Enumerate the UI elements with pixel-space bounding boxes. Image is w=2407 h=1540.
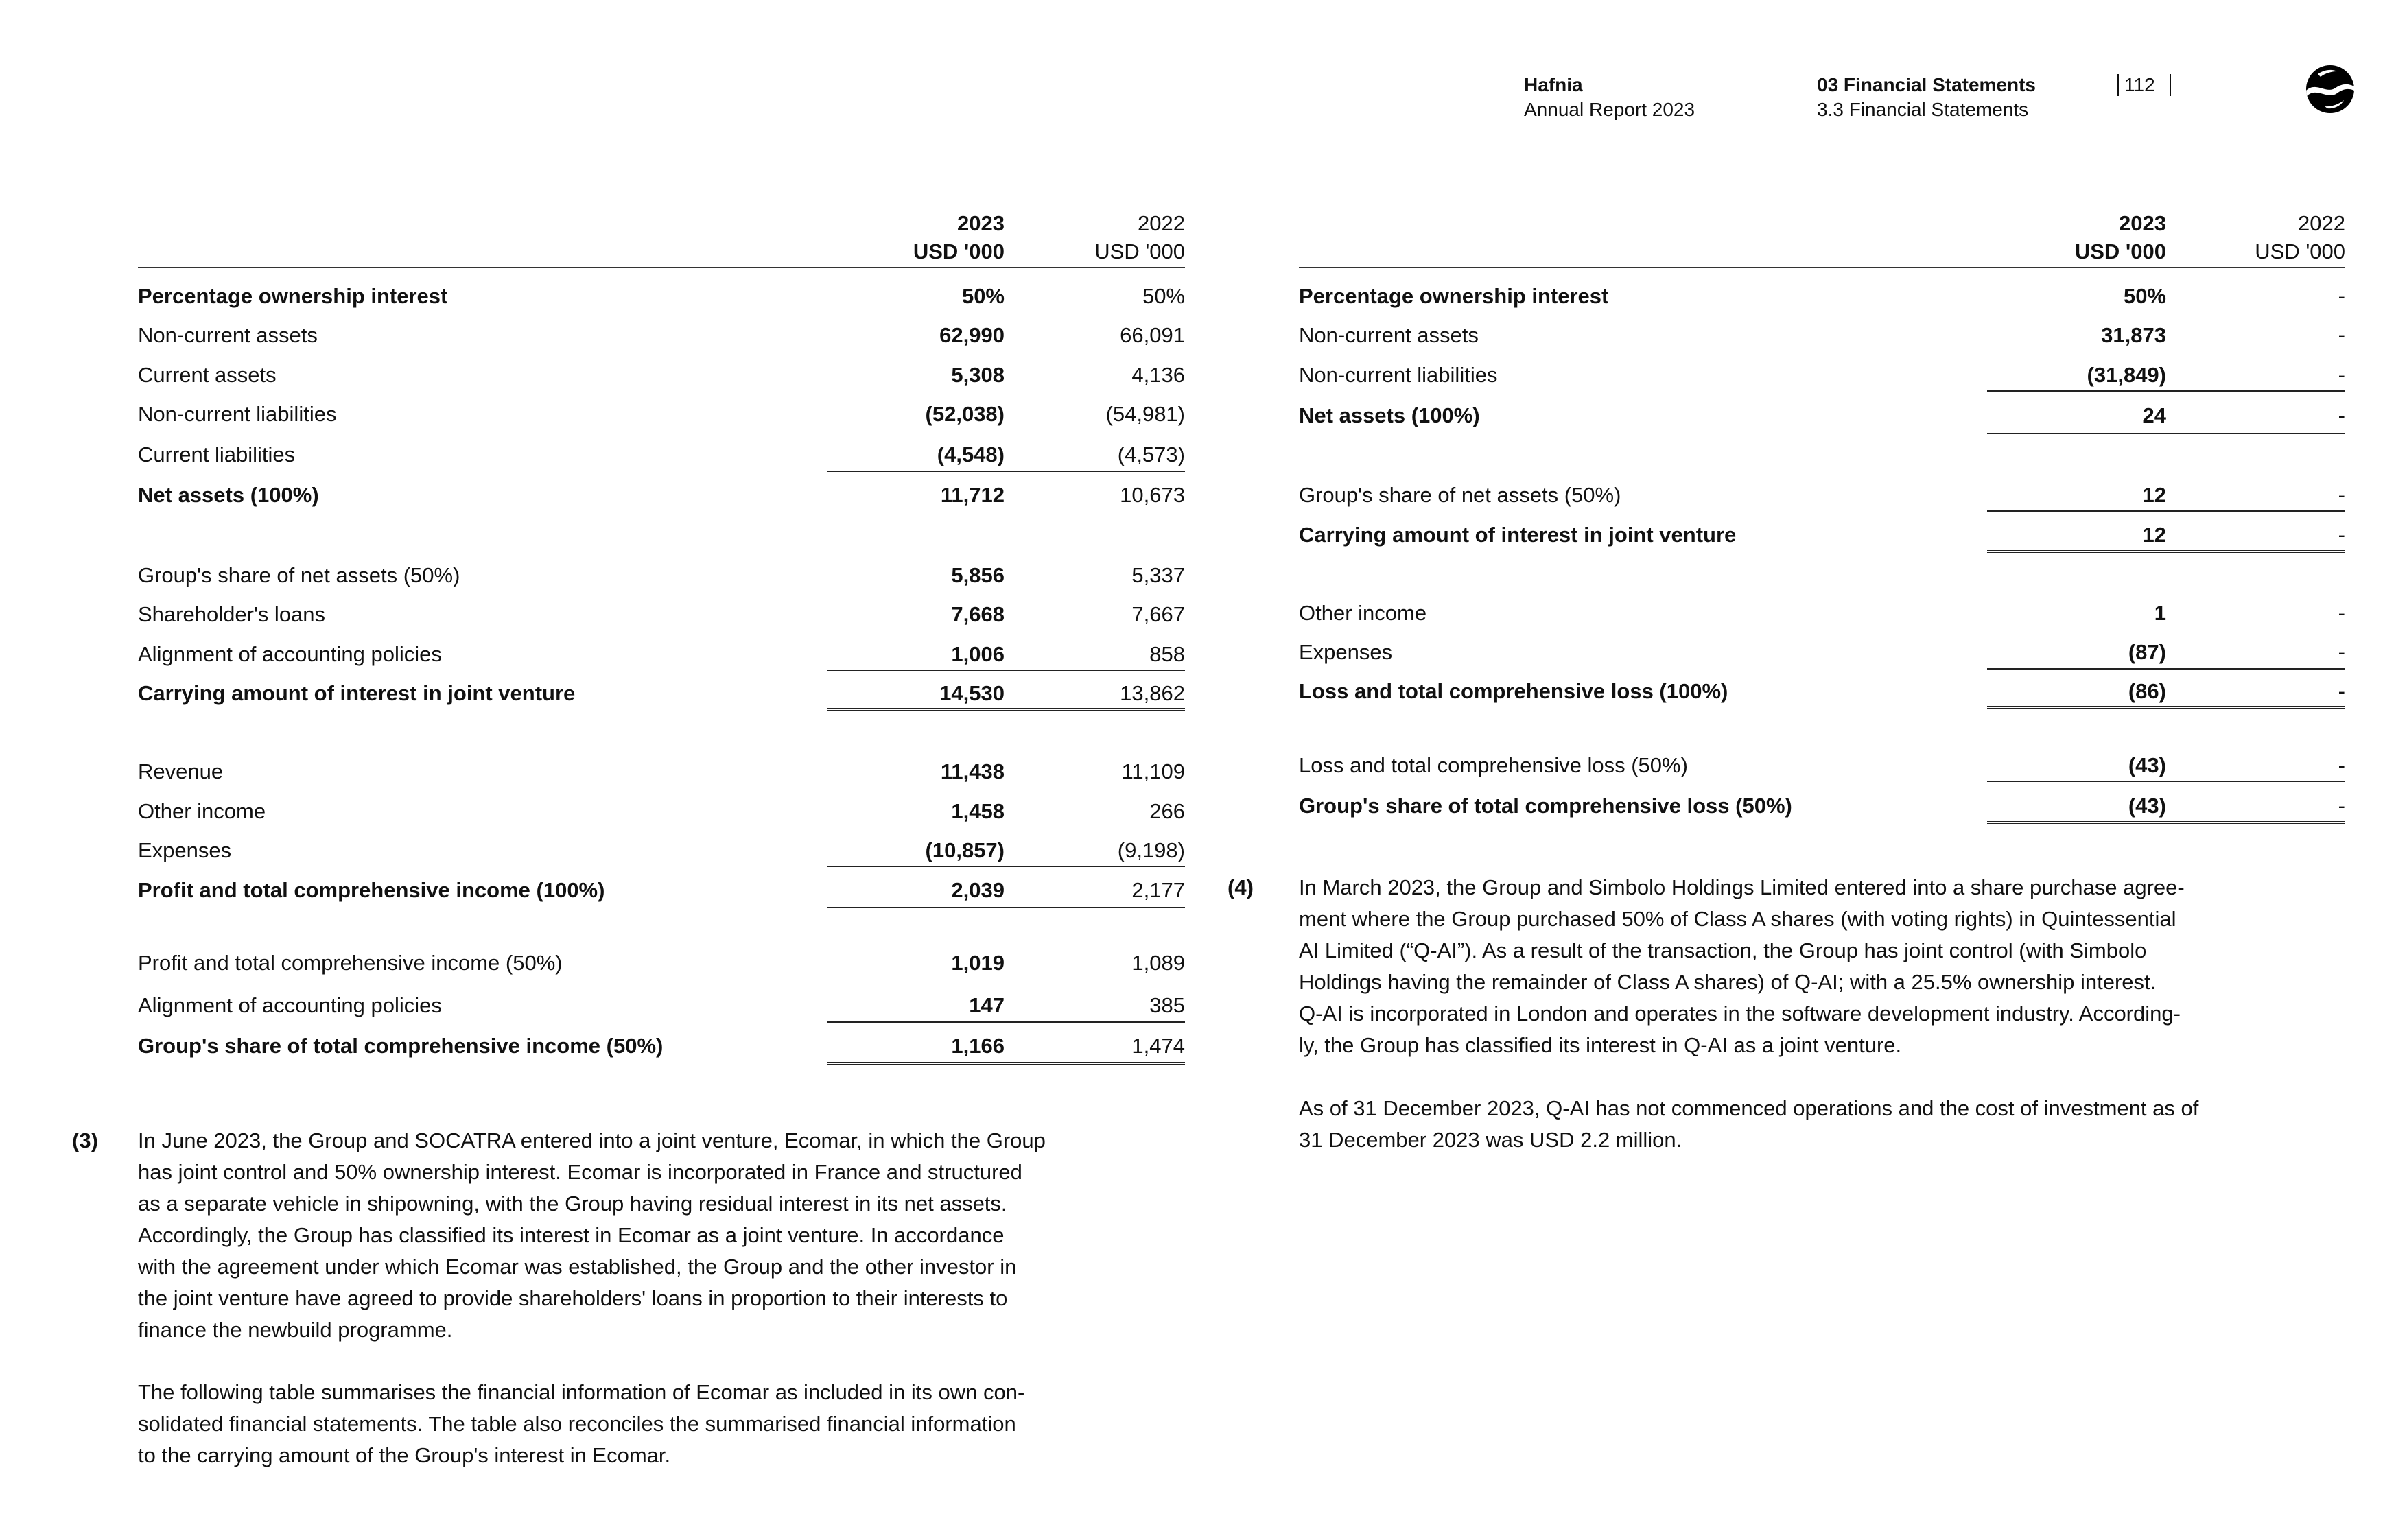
value-2022: 385 — [1149, 993, 1185, 1017]
row-label: Group's share of net assets (50%) — [138, 563, 460, 587]
row-label: Loss and total comprehensive loss (100%) — [1299, 679, 1728, 703]
value-2022: - — [2338, 363, 2345, 387]
row-label: Non-current liabilities — [138, 402, 337, 426]
paragraph-line: with the agreement under which Ecomar was established, the Group and the other investor in — [138, 1255, 1017, 1279]
value-2022: - — [2338, 523, 2345, 547]
paragraph-line: AI Limited (“Q-AI”). As a result of the transaction, the Group has joint control (with Simbolo — [1299, 938, 2147, 962]
value-2022: - — [2338, 679, 2345, 703]
note-3-paragraph — [138, 1125, 1046, 1346]
subtotal-rule — [1987, 781, 2345, 782]
value-2022: - — [2338, 794, 2345, 818]
paragraph-line: Accordingly, the Group has classified its interest in Ecomar as a joint venture. In accordance — [138, 1223, 1005, 1247]
value-2023: (10,857) — [925, 838, 1005, 862]
subsection-title: 3.3 Financial Statements — [1817, 99, 2029, 120]
row-label: Non-current assets — [138, 323, 318, 347]
value-2022: - — [2338, 323, 2345, 347]
value-2023: 1 — [2154, 601, 2166, 625]
row-label: Expenses — [1299, 640, 1393, 664]
value-2022: 4,136 — [1131, 363, 1185, 387]
row-label: Loss and total comprehensive loss (50%) — [1299, 753, 1688, 777]
value-2023: 7,668 — [951, 602, 1005, 626]
note-4-investment-status — [1299, 1093, 2198, 1156]
value-2022: 858 — [1149, 642, 1185, 666]
value-2022: (54,981) — [1105, 402, 1185, 426]
page-number: 112 — [2124, 74, 2155, 95]
value-2022: 7,667 — [1131, 602, 1185, 626]
subtotal-rule — [1987, 390, 2345, 392]
value-2023: 50% — [961, 284, 1005, 308]
subtotal-rule — [827, 866, 1185, 867]
value-2023: (43) — [2128, 794, 2166, 818]
note-3-table-intro — [138, 1377, 1024, 1471]
row-label: Group's share of total comprehensive loss (50%) — [1299, 794, 1792, 818]
row-label: Revenue — [138, 759, 224, 783]
value-2022: 66,091 — [1120, 323, 1185, 347]
row-label: Profit and total comprehensive income (100%) — [138, 878, 605, 902]
value-2022: (9,198) — [1117, 838, 1185, 862]
value-2022: 11,109 — [1121, 759, 1185, 783]
paragraph-line: the joint venture have agreed to provide shareholders' loans in proportion to their interests to — [138, 1286, 1008, 1310]
value-2023: (86) — [2128, 679, 2166, 703]
value-2023: 14,530 — [939, 681, 1005, 705]
paragraph-line: The following table summarises the financial information of Ecomar as included in its own con- — [138, 1380, 1025, 1404]
value-2023: 5,308 — [951, 363, 1005, 387]
value-2023: 5,856 — [951, 563, 1005, 587]
value-2022: 1,474 — [1131, 1034, 1185, 1058]
report-title: Annual Report 2023 — [1524, 99, 1695, 120]
paragraph-line: Holdings having the remainder of Class A shares) of Q-AI; with a 25.5% ownership interest. — [1299, 970, 2157, 994]
row-label: Expenses — [138, 838, 232, 862]
total-double-rule — [1987, 821, 2345, 825]
row-label: Group's share of total comprehensive income (50%) — [138, 1034, 664, 1058]
value-2023: 62,990 — [939, 323, 1005, 347]
value-2022: 13,862 — [1120, 681, 1185, 705]
row-label: Shareholder's loans — [138, 602, 326, 626]
value-2022: - — [2338, 753, 2345, 777]
row-label: Non-current liabilities — [1299, 363, 1498, 387]
paragraph-line: As of 31 December 2023, Q-AI has not commenced operations and the cost of investment as of — [1299, 1096, 2199, 1120]
total-double-rule — [827, 708, 1185, 712]
row-label: Profit and total comprehensive income (50%) — [138, 951, 563, 975]
col-header-2022-unit: USD '000 — [1094, 239, 1185, 263]
row-label: Percentage ownership interest — [1299, 284, 1609, 308]
value-2023: 50% — [2123, 284, 2166, 308]
subtotal-rule — [1987, 510, 2345, 512]
subtotal-rule — [827, 670, 1185, 671]
paragraph-line: as a separate vehicle in shipowning, with the Group having residual interest in its net assets. — [138, 1192, 1007, 1216]
value-2023: 147 — [969, 993, 1005, 1017]
value-2023: 1,006 — [951, 642, 1005, 666]
value-2022: - — [2338, 640, 2345, 664]
value-2023: (31,849) — [2087, 363, 2166, 387]
note-4-paragraph — [1299, 872, 2185, 1061]
value-2022: - — [2338, 403, 2345, 427]
value-2023: 31,873 — [2101, 323, 2166, 347]
col-header-2022-unit: USD '000 — [2255, 239, 2345, 263]
value-2023: (4,548) — [937, 442, 1005, 466]
col-header-2023-year: 2023 — [2119, 211, 2166, 235]
total-double-rule — [827, 510, 1185, 514]
row-label: Net assets (100%) — [138, 483, 319, 507]
row-label: Current assets — [138, 363, 277, 387]
value-2022: (4,573) — [1117, 442, 1185, 466]
subtotal-rule — [827, 471, 1185, 472]
col-header-2023-year: 2023 — [957, 211, 1005, 235]
section-title: 03 Financial Statements — [1817, 74, 2036, 95]
paragraph-line: ly, the Group has classified its interest in Q-AI as a joint venture. — [1299, 1033, 1902, 1057]
value-2023: 1,458 — [951, 799, 1005, 823]
value-2022: 5,337 — [1131, 563, 1185, 587]
value-2022: - — [2338, 483, 2345, 507]
value-2022: 266 — [1149, 799, 1185, 823]
row-label: Alignment of accounting policies — [138, 642, 442, 666]
subtotal-rule — [1987, 668, 2345, 670]
paragraph-line: 31 December 2023 was USD 2.2 million. — [1299, 1128, 1682, 1152]
value-2022: 1,089 — [1131, 951, 1185, 975]
page-number-bar-right — [2170, 74, 2171, 96]
row-label: Non-current assets — [1299, 323, 1479, 347]
value-2023: 12 — [2142, 523, 2166, 547]
paragraph-line: to the carrying amount of the Group's interest in Ecomar. — [138, 1443, 671, 1467]
hafnia-logo-icon — [2304, 63, 2356, 115]
total-double-rule — [1987, 550, 2345, 554]
header-rule — [1299, 267, 2345, 268]
page-number-bar-left — [2117, 74, 2119, 96]
row-label: Other income — [138, 799, 266, 823]
row-label: Current liabilities — [138, 442, 296, 466]
value-2022: 10,673 — [1120, 483, 1185, 507]
row-label: Net assets (100%) — [1299, 403, 1480, 427]
row-label: Carrying amount of interest in joint venture — [1299, 523, 1737, 547]
paragraph-line: Q-AI is incorporated in London and operates in the software development industry. According- — [1299, 1002, 2181, 1026]
header-rule — [138, 267, 1185, 268]
value-2023: 1,166 — [951, 1034, 1005, 1058]
value-2022: - — [2338, 601, 2345, 625]
value-2023: (87) — [2128, 640, 2166, 664]
value-2022: 2,177 — [1131, 878, 1185, 902]
total-double-rule — [827, 1062, 1185, 1066]
col-header-2022-year: 2022 — [1138, 211, 1185, 235]
value-2023: 11,712 — [940, 483, 1005, 507]
value-2023: 1,019 — [951, 951, 1005, 975]
company-name: Hafnia — [1524, 74, 1583, 95]
note-marker-4: (4) — [1228, 875, 1254, 899]
value-2023: 12 — [2142, 483, 2166, 507]
col-header-2023-unit: USD '000 — [2074, 239, 2166, 263]
total-double-rule — [827, 905, 1185, 909]
value-2023: 11,438 — [940, 759, 1005, 783]
value-2023: (43) — [2128, 753, 2166, 777]
total-double-rule — [1987, 706, 2345, 710]
value-2023: 24 — [2142, 403, 2166, 427]
paragraph-line: solidated financial statements. The table also reconciles the summarised financial information — [138, 1412, 1016, 1436]
row-label: Percentage ownership interest — [138, 284, 448, 308]
value-2023: (52,038) — [925, 402, 1005, 426]
paragraph-line: In June 2023, the Group and SOCATRA entered into a joint venture, Ecomar, in which the Group — [138, 1128, 1046, 1152]
paragraph-line: has joint control and 50% ownership interest. Ecomar is incorporated in France and structured — [138, 1160, 1022, 1184]
row-label: Other income — [1299, 601, 1427, 625]
subtotal-rule — [827, 1021, 1185, 1023]
value-2022: - — [2338, 284, 2345, 308]
value-2023: 2,039 — [951, 878, 1005, 902]
total-double-rule — [1987, 431, 2345, 435]
row-label: Group's share of net assets (50%) — [1299, 483, 1621, 507]
paragraph-line: In March 2023, the Group and Simbolo Holdings Limited entered into a share purchase agree- — [1299, 875, 2185, 899]
col-header-2022-year: 2022 — [2298, 211, 2345, 235]
paragraph-line: ment where the Group purchased 50% of Class A shares (with voting rights) in Quintessential — [1299, 907, 2176, 931]
row-label: Carrying amount of interest in joint venture — [138, 681, 576, 705]
note-marker-3: (3) — [72, 1128, 98, 1152]
paragraph-line: finance the newbuild programme. — [138, 1318, 453, 1342]
row-label: Alignment of accounting policies — [138, 993, 442, 1017]
value-2022: 50% — [1142, 284, 1185, 308]
col-header-2023-unit: USD '000 — [913, 239, 1005, 263]
